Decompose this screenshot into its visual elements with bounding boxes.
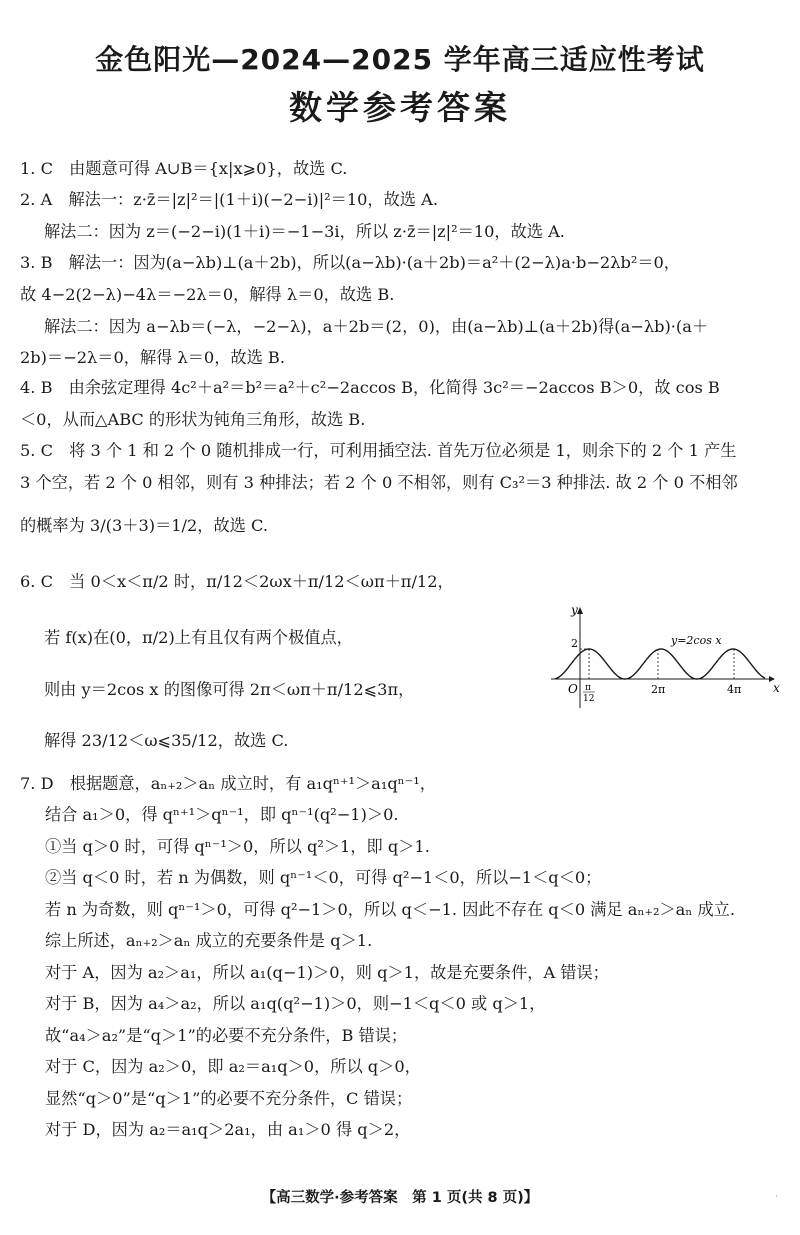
answer-line: 4. B 由余弦定理得 4c²＋a²＝b²＝a²＋c²−2accos B，化简得 3c²＝−2accos B＞0，故 cos B xyxy=(20,378,720,397)
x-label: x xyxy=(773,681,780,695)
2pi-label: 2π xyxy=(651,683,666,696)
y-axis-arrow xyxy=(577,607,583,614)
answer-line: 3 个空，若 2 个 0 相邻，则有 3 种排法；若 2 个 0 不相邻，则有 C₃²＝3 种排法. 故 2 个 0 不相邻 xyxy=(20,473,738,492)
answer-line: 解得 23/12＜ω⩽35/12，故选 C. xyxy=(44,731,289,750)
page-footer: 【高三数学·参考答案 第 1 页(共 8 页)】 xyxy=(261,1190,539,1206)
answer-line: 若 f(x)在(0，π/2)上有且仅有两个极值点， xyxy=(44,628,353,647)
answer-line: ①当 q＞0 时，可得 qⁿ⁻¹＞0，所以 q²＞1，即 q＞1. xyxy=(45,837,430,856)
answer-line: 5. C 将 3 个 1 和 2 个 0 随机排成一行，可利用插空法. 首先万位必须是 1，则余下的 2 个 1 产生 xyxy=(20,441,737,460)
answer-line: 6. C 当 0＜x＜π/2 时，π/12＜2ωx＋π/12＜ωπ＋π/12， xyxy=(20,572,454,591)
answer-line: 对于 B，因为 a₄＞a₂，所以 a₁q(q²−1)＞0，则−1＜q＜0 或 q＞1， xyxy=(45,994,546,1013)
answer-key-title: 数学参考答案 xyxy=(289,88,511,127)
answer-line: 故 4−2(2−λ)−4λ＝−2λ＝0，解得 λ＝0，故选 B. xyxy=(20,285,395,304)
answer-line: 2. A 解法一：z·z̄＝|z|²＝|(1＋i)(−2−i)|²＝10，故选 A. xyxy=(20,190,438,209)
answer-line: 若 n 为奇数，则 qⁿ⁻¹＞0，可得 q²−1＞0，所以 q＜−1. 因此不存在 q＜0 满足 aₙ₊₂＞aₙ 成立. xyxy=(45,900,735,919)
exam-title: 金色阳光—2024—2025 学年高三适应性考试 xyxy=(95,43,705,76)
y-label: y xyxy=(571,604,578,617)
answer-line: 的概率为 3/(3＋3)＝1/2，故选 C. xyxy=(20,516,268,535)
answer-line: 故“a₄＞a₂”是“q＞1”的必要不充分条件，B 错误； xyxy=(45,1026,408,1045)
4pi-label: 4π xyxy=(727,683,742,696)
answer-line: 7. D 根据题意，aₙ₊₂＞aₙ 成立时，有 a₁qⁿ⁺¹＞a₁qⁿ⁻¹， xyxy=(20,774,436,793)
answer-line: 解法二：因为 z＝(−2−i)(1＋i)＝−1−3i，所以 z·z̄＝|z|²＝10，故选 A. xyxy=(44,222,565,241)
answer-line: 综上所述，aₙ₊₂＞aₙ 成立的充要条件是 q＞1. xyxy=(45,931,373,950)
curve-label: y=2cos x xyxy=(671,634,722,647)
answer-line: 显然“q＞0”是“q＞1”的必要不充分条件，C 错误； xyxy=(45,1089,413,1108)
origin-label: O xyxy=(568,682,578,696)
twelve-label: 12 xyxy=(583,694,595,704)
answer-line: 解法二：因为 a−λb＝(−λ，−2−λ)，a＋2b＝(2，0)，由(a−λb)⊥(a＋2b)得(a−λb)·(a＋ xyxy=(44,317,709,336)
answer-line: 3. B 解法一：因为(a−λb)⊥(a＋2b)，所以(a−λb)·(a＋2b)＝a²＋(2−λ)a·b−2λb²＝0， xyxy=(20,253,680,272)
answer-line: 1. C 由题意可得 A∪B＝{x|x⩾0}，故选 C. xyxy=(20,159,348,178)
answer-line: ＜0，从而△ABC 的形状为钝角三角形，故选 B. xyxy=(20,410,366,429)
cosine-curve xyxy=(555,649,765,679)
answer-line: 对于 A，因为 a₂＞a₁，所以 a₁(q−1)＞0，则 q＞1，故是充要条件，A 错误； xyxy=(45,963,609,982)
answer-line: 对于 D，因为 a₂＝a₁q＞2a₁，由 a₁＞0 得 q＞2， xyxy=(45,1120,411,1139)
answer-line: 则由 y＝2cos x 的图像可得 2π＜ωπ＋π/12⩽3π， xyxy=(44,680,415,699)
answer-line: 对于 C，因为 a₂＞0，即 a₂＝a₁q＞0，所以 q＞0， xyxy=(45,1057,421,1076)
answer-line: 结合 a₁＞0，得 qⁿ⁺¹＞qⁿ⁻¹，即 qⁿ⁻¹(q²−1)＞0. xyxy=(45,805,399,824)
corner-mark: · xyxy=(775,1192,778,1202)
cosine-graph xyxy=(551,604,781,712)
max-value-label: 2 xyxy=(571,637,578,650)
pi-label: π xyxy=(585,683,591,693)
answer-line: 2b)＝−2λ＝0，解得 λ＝0，故选 B. xyxy=(20,348,285,367)
answer-line: ②当 q＜0 时，若 n 为偶数，则 qⁿ⁻¹＜0，可得 q²−1＜0，所以−1＜q＜0； xyxy=(45,868,602,887)
